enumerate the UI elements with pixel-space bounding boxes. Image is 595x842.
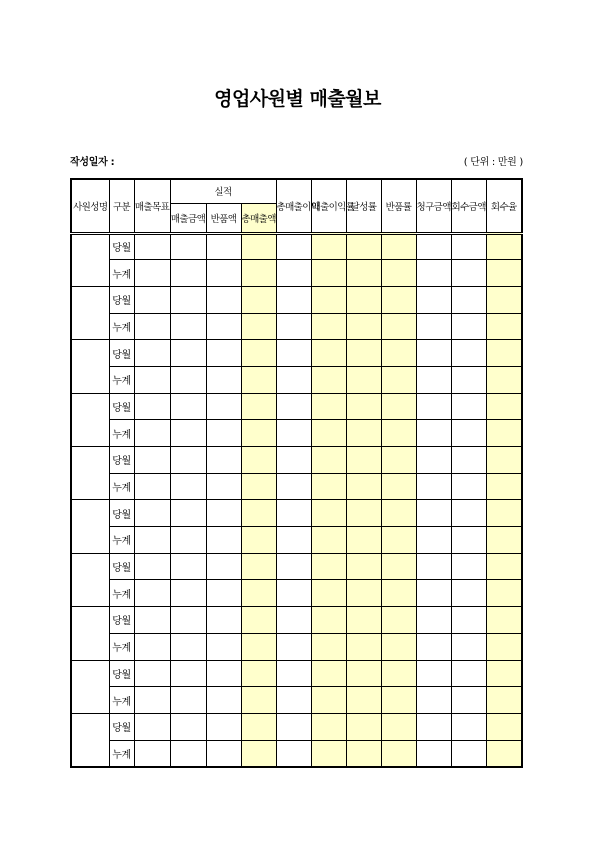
total-sales-cell [241,260,276,287]
sales-amount-cell [170,473,206,500]
total-sales-profit-cell [276,660,311,687]
category-cell: 누계 [109,740,134,767]
category-cell: 누계 [109,313,134,340]
table-row [71,633,522,660]
collection-rate-cell [486,553,522,580]
category-cell: 누계 [109,420,134,447]
category-cell: 누계 [109,633,134,660]
sales-amount-cell [170,233,206,260]
return-rate-cell [381,500,416,527]
return-rate-cell [381,553,416,580]
sales-amount-cell [170,713,206,740]
table-row [71,420,522,447]
total-sales-profit-cell [276,633,311,660]
table-row [71,366,522,393]
achievement-rate-cell [346,740,381,767]
return-amount-cell [206,340,241,367]
category-cell: 누계 [109,580,134,607]
total-sales-profit-cell [276,713,311,740]
billing-amount-cell [416,633,451,660]
sales-target-cell [134,473,170,500]
collection-rate-cell [486,660,522,687]
return-amount-cell [206,580,241,607]
header-total-sales-profit: 총매출이익 [276,179,311,233]
return-amount-cell [206,286,241,313]
collection-amount-cell [451,607,486,634]
return-rate-cell [381,687,416,714]
sales-target-cell [134,607,170,634]
total-sales-profit-cell [276,607,311,634]
sales-target-cell [134,447,170,474]
sales-target-cell [134,633,170,660]
return-amount-cell [206,500,241,527]
category-cell: 당월 [109,713,134,740]
achievement-rate-cell [346,313,381,340]
sales-amount-cell [170,313,206,340]
return-rate-cell [381,740,416,767]
billing-amount-cell [416,713,451,740]
return-amount-cell [206,740,241,767]
return-amount-cell [206,553,241,580]
total-sales-profit-cell [276,340,311,367]
billing-amount-cell [416,340,451,367]
sales-amount-cell [170,286,206,313]
achievement-rate-cell [346,447,381,474]
total-sales-profit-cell [276,286,311,313]
total-sales-profit-cell [276,260,311,287]
billing-amount-cell [416,447,451,474]
sales-target-cell [134,420,170,447]
total-sales-cell [241,713,276,740]
total-sales-cell [241,447,276,474]
collection-amount-cell [451,366,486,393]
sales-amount-cell [170,607,206,634]
profit-rate-cell [311,393,346,420]
return-rate-cell [381,366,416,393]
total-sales-profit-cell [276,233,311,260]
collection-rate-cell [486,447,522,474]
sales-amount-cell [170,660,206,687]
profit-rate-cell [311,633,346,660]
sales-target-cell [134,260,170,287]
achievement-rate-cell [346,660,381,687]
profit-rate-cell [311,313,346,340]
table-row [71,580,522,607]
sales-target-cell [134,740,170,767]
sales-amount-cell [170,447,206,474]
collection-amount-cell [451,340,486,367]
total-sales-profit-cell [276,393,311,420]
header-employee-name: 사원성명 [71,179,109,233]
return-amount-cell [206,366,241,393]
achievement-rate-cell [346,260,381,287]
total-sales-profit-cell [276,366,311,393]
total-sales-profit-cell [276,740,311,767]
billing-amount-cell [416,660,451,687]
achievement-rate-cell [346,393,381,420]
billing-amount-cell [416,580,451,607]
achievement-rate-cell [346,233,381,260]
return-amount-cell [206,447,241,474]
category-cell: 당월 [109,233,134,260]
category-cell: 당월 [109,500,134,527]
table-row [71,660,522,687]
total-sales-cell [241,607,276,634]
collection-rate-cell [486,286,522,313]
header-collection-rate: 회수율 [486,179,522,233]
total-sales-cell [241,660,276,687]
collection-amount-cell [451,420,486,447]
category-cell: 누계 [109,687,134,714]
total-sales-profit-cell [276,420,311,447]
category-cell: 당월 [109,607,134,634]
employee-name-cell [71,713,109,766]
profit-rate-cell [311,740,346,767]
return-amount-cell [206,527,241,554]
collection-rate-cell [486,687,522,714]
header-billing-amount: 청구금액 [416,179,451,233]
profit-rate-cell [311,447,346,474]
achievement-rate-cell [346,500,381,527]
sales-amount-cell [170,340,206,367]
header-profit-rate: 매출이익률 [311,179,346,233]
total-sales-cell [241,420,276,447]
collection-rate-cell [486,260,522,287]
return-amount-cell [206,233,241,260]
total-sales-cell [241,313,276,340]
header-return-amount: 반품액 [206,203,241,233]
table-row [71,260,522,287]
profit-rate-cell [311,607,346,634]
sales-target-cell [134,233,170,260]
profit-rate-cell [311,553,346,580]
collection-rate-cell [486,500,522,527]
return-amount-cell [206,713,241,740]
collection-amount-cell [451,393,486,420]
category-cell: 당월 [109,286,134,313]
sales-target-cell [134,366,170,393]
return-rate-cell [381,473,416,500]
profit-rate-cell [311,286,346,313]
achievement-rate-cell [346,286,381,313]
category-cell: 누계 [109,527,134,554]
collection-amount-cell [451,687,486,714]
collection-amount-cell [451,313,486,340]
return-amount-cell [206,473,241,500]
collection-amount-cell [451,500,486,527]
employee-name-cell [71,500,109,553]
billing-amount-cell [416,313,451,340]
billing-amount-cell [416,420,451,447]
category-cell: 누계 [109,366,134,393]
profit-rate-cell [311,527,346,554]
profit-rate-cell [311,500,346,527]
collection-amount-cell [451,260,486,287]
return-rate-cell [381,447,416,474]
collection-rate-cell [486,313,522,340]
sales-amount-cell [170,687,206,714]
sales-target-cell [134,340,170,367]
profit-rate-cell [311,687,346,714]
total-sales-profit-cell [276,553,311,580]
billing-amount-cell [416,366,451,393]
date-label: 작성일자 : [70,157,115,168]
sales-target-cell [134,713,170,740]
profit-rate-cell [311,713,346,740]
return-amount-cell [206,260,241,287]
return-rate-cell [381,233,416,260]
total-sales-cell [241,393,276,420]
profit-rate-cell [311,420,346,447]
employee-name-cell [71,233,109,286]
return-rate-cell [381,527,416,554]
profit-rate-cell [311,366,346,393]
sales-amount-cell [170,420,206,447]
header-return-rate: 반품률 [381,179,416,233]
table-row [71,500,522,527]
sales-target-cell [134,527,170,554]
sales-amount-cell [170,393,206,420]
employee-name-cell [71,607,109,660]
collection-amount-cell [451,660,486,687]
profit-rate-cell [311,473,346,500]
report-title: 영업사원별 매출월보 [214,88,381,110]
table-row [71,233,522,260]
table-row [71,527,522,554]
total-sales-profit-cell [276,313,311,340]
billing-amount-cell [416,233,451,260]
return-rate-cell [381,286,416,313]
table-row [71,447,522,474]
return-rate-cell [381,340,416,367]
return-rate-cell [381,633,416,660]
table-row [71,313,522,340]
employee-name-cell [71,553,109,606]
employee-name-cell [71,660,109,713]
collection-amount-cell [451,633,486,660]
collection-rate-cell [486,527,522,554]
collection-rate-cell [486,740,522,767]
employee-name-cell [71,286,109,339]
category-cell: 누계 [109,260,134,287]
table-row [71,553,522,580]
total-sales-cell [241,340,276,367]
table-header [71,179,522,233]
billing-amount-cell [416,260,451,287]
total-sales-cell [241,553,276,580]
collection-amount-cell [451,740,486,767]
sales-target-cell [134,553,170,580]
table-row [71,687,522,714]
table-row [71,740,522,767]
return-rate-cell [381,660,416,687]
total-sales-profit-cell [276,500,311,527]
header-total-sales: 총매출액 [241,203,276,233]
profit-rate-cell [311,260,346,287]
category-cell: 누계 [109,473,134,500]
total-sales-cell [241,687,276,714]
sales-amount-cell [170,527,206,554]
billing-amount-cell [416,607,451,634]
total-sales-cell [241,740,276,767]
sales-target-cell [134,687,170,714]
collection-amount-cell [451,447,486,474]
billing-amount-cell [416,740,451,767]
achievement-rate-cell [346,527,381,554]
collection-rate-cell [486,340,522,367]
billing-amount-cell [416,393,451,420]
return-rate-cell [381,580,416,607]
sales-amount-cell [170,740,206,767]
collection-rate-cell [486,473,522,500]
profit-rate-cell [311,660,346,687]
achievement-rate-cell [346,633,381,660]
total-sales-cell [241,286,276,313]
table-body [71,233,522,767]
achievement-rate-cell [346,366,381,393]
total-sales-profit-cell [276,687,311,714]
category-cell: 당월 [109,447,134,474]
billing-amount-cell [416,687,451,714]
sales-target-cell [134,393,170,420]
table-row [71,713,522,740]
collection-amount-cell [451,580,486,607]
profit-rate-cell [311,233,346,260]
billing-amount-cell [416,473,451,500]
unit-label: ( 단위 : 만원 ) [463,157,523,168]
table-row [71,340,522,367]
sales-target-cell [134,500,170,527]
collection-rate-cell [486,366,522,393]
return-amount-cell [206,313,241,340]
sales-amount-cell [170,260,206,287]
sales-amount-cell [170,500,206,527]
return-amount-cell [206,633,241,660]
collection-rate-cell [486,233,522,260]
total-sales-cell [241,233,276,260]
employee-name-cell [71,340,109,393]
collection-amount-cell [451,286,486,313]
header-performance-group: 실적 [170,179,276,203]
total-sales-profit-cell [276,580,311,607]
return-rate-cell [381,313,416,340]
billing-amount-cell [416,286,451,313]
profit-rate-cell [311,580,346,607]
employee-name-cell [71,447,109,500]
collection-amount-cell [451,713,486,740]
return-amount-cell [206,393,241,420]
total-sales-cell [241,500,276,527]
sales-target-cell [134,286,170,313]
total-sales-profit-cell [276,447,311,474]
achievement-rate-cell [346,607,381,634]
sales-target-cell [134,580,170,607]
profit-rate-cell [311,340,346,367]
collection-rate-cell [486,633,522,660]
collection-amount-cell [451,553,486,580]
category-cell: 당월 [109,553,134,580]
table-row [71,286,522,313]
category-cell: 당월 [109,660,134,687]
achievement-rate-cell [346,713,381,740]
total-sales-profit-cell [276,527,311,554]
category-cell: 당월 [109,340,134,367]
billing-amount-cell [416,500,451,527]
return-amount-cell [206,420,241,447]
return-rate-cell [381,713,416,740]
collection-rate-cell [486,393,522,420]
total-sales-cell [241,366,276,393]
table-row [71,393,522,420]
return-rate-cell [381,607,416,634]
category-cell: 당월 [109,393,134,420]
achievement-rate-cell [346,473,381,500]
return-amount-cell [206,687,241,714]
total-sales-cell [241,527,276,554]
achievement-rate-cell [346,553,381,580]
sales-target-cell [134,660,170,687]
total-sales-cell [241,580,276,607]
collection-amount-cell [451,527,486,554]
return-rate-cell [381,420,416,447]
sales-target-cell [134,313,170,340]
return-rate-cell [381,393,416,420]
collection-rate-cell [486,420,522,447]
sales-amount-cell [170,366,206,393]
collection-rate-cell [486,713,522,740]
billing-amount-cell [416,527,451,554]
achievement-rate-cell [346,420,381,447]
table-row [71,473,522,500]
achievement-rate-cell [346,580,381,607]
sales-report-table [70,178,523,768]
collection-amount-cell [451,233,486,260]
sales-amount-cell [170,580,206,607]
sales-amount-cell [170,553,206,580]
header-sales-amount: 매출금액 [170,203,206,233]
header-achievement-rate: 달성률 [346,179,381,233]
total-sales-profit-cell [276,473,311,500]
header-category: 구분 [109,179,134,233]
collection-rate-cell [486,607,522,634]
sales-amount-cell [170,633,206,660]
collection-rate-cell [486,580,522,607]
total-sales-cell [241,633,276,660]
billing-amount-cell [416,553,451,580]
employee-name-cell [71,393,109,446]
total-sales-cell [241,473,276,500]
achievement-rate-cell [346,340,381,367]
header-sales-target: 매출목표 [134,179,170,233]
return-amount-cell [206,607,241,634]
header-collection-amount: 회수금액 [451,179,486,233]
table-row [71,607,522,634]
collection-amount-cell [451,473,486,500]
return-amount-cell [206,660,241,687]
achievement-rate-cell [346,687,381,714]
return-rate-cell [381,260,416,287]
